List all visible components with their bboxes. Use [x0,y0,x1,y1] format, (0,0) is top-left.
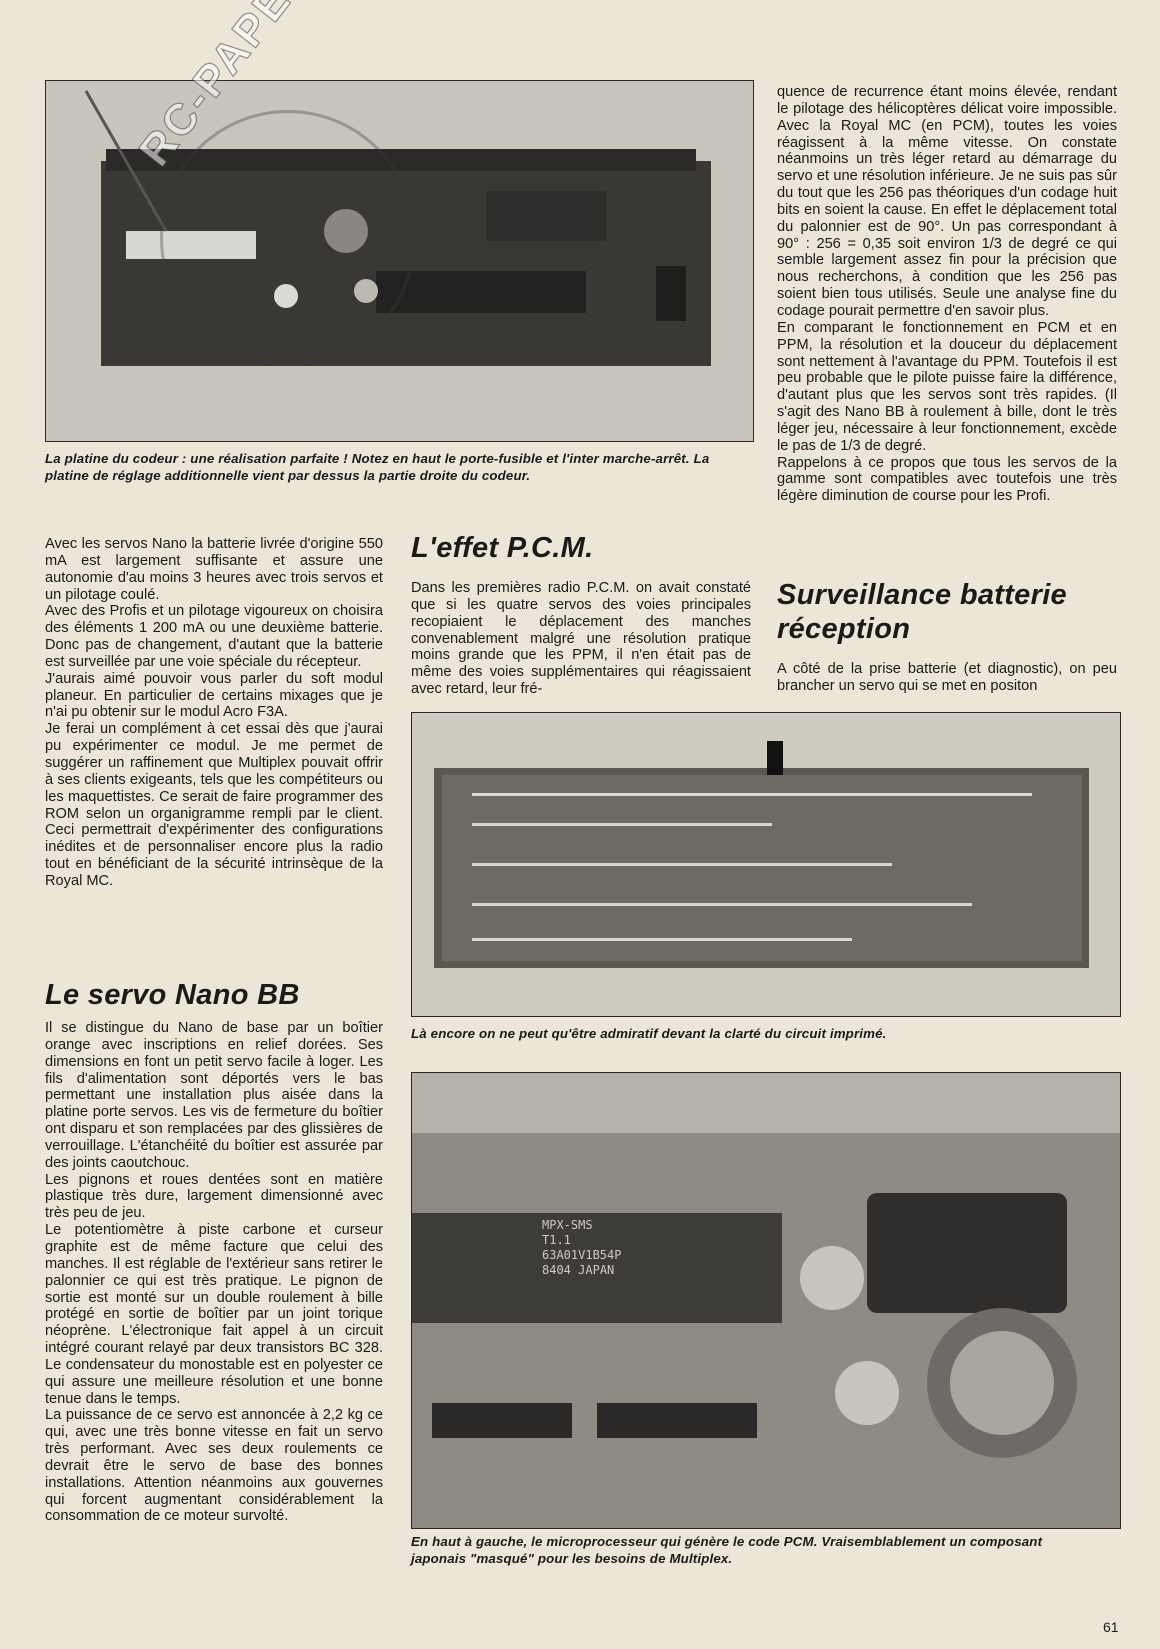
watermark-stamp [160,110,416,366]
chip-label-2: T1.1 [542,1233,571,1247]
heading-surveillance-batterie: Surveillance batterie réception [777,579,1067,645]
chip-label-4: 8404 [542,1263,571,1277]
photo-encoder-caption: La platine du codeur : une réalisation parfaite ! Notez en haut le porte-fusible et l'inter marche-arrêt. La platine de réglage additionnelle vient par dessus la partie droite du codeur. [45,451,710,483]
right-column-text: quence de recurrence étant moins élevée, rendant le pilotage des hélicoptères délicat voire impossible. Avec la Royal MC (en PCM), toutes les voies réagissent à la même vitesse. On constate néanmoins un très léger retard au démarrage du servo et une résolution inférieure. Je ne suis pas sûr du tout que les 256 pas théoriques d'un codage huit bits en soient la cause. En effet le déplacement total du palonnier est de 90°. Un pas correspondant à 90° : 256 = 0,35 soit environ 1/3 de degré ce qui semble largement assez fin pour la précision que nous recherchons, à condition que les 256 pas soient bien tous utilisés. Seule une analyse fine du codage pourait permettre d'en savoir plus. En comparant le fonctionnement en PCM et en PPM, la résolution et la douceur du déplacement sont nettement à l'avantage du PPM. Toutefois il est peu probable que le pilote puisse faire la différence, d'autant plus que les servos sont très rapides. (Il s'agit des Nano BB à roulement à bille, dont le très léger jeu, nécessaire à leur fonctionnement, excède le pas de 1/3 de degré. Rappelons à ce propos que tous les servos de la gamme sont compatibles avec toutefois une très légère diminution de course pour les Profi. [777,84,1117,505]
chip-label-3: 63A01V1B54P [542,1248,622,1262]
chip-label-block [542,1218,621,1278]
heading-effet-pcm: L'effet P.C.M. [411,532,594,564]
chip-label-5: JAPAN [578,1263,615,1277]
page-number: 61 [1103,1619,1119,1635]
right-column-bottom-text: A côté de la prise batterie (et diagnostic), on peu brancher un servo qui se met en positon [777,661,1117,694]
microprocessor-image [412,1073,1120,1528]
left-column-top-text: Avec les servos Nano la batterie livrée d'origine 550 mA est largement suffisante et assure une autonomie d'au moins 3 heures avec trois servos et un pilotage coulé. Avec des Profis et un pilotage vigoureux on choisira des éléments 1 200 mA ou une deuxième batterie. Donc pas de changement, d'autant que la batterie est surveillée par une voie spéciale du récepteur. J'aurais aimé pouvoir vous parler du soft modul planeur. En particulier de certains mixages que je n'ai pu obtenir sur le modul Acro F3A. Je ferai un complément à cet essai dès que j'aurai pu expérimenter ce modul. Je me permet de suggérer un raffinement que Multiplex pouvait offrir à ses clients exigeants, tels que les compétiteurs ou les maquettistes. Ce serait de faire programmer des ROM selon un organigramme rempli par le client. Ceci permettrait d'expérimenter des configurations inédites et de personnaliser encore plus la radio tout en bénéficiant de la sécurité intrinsèque de la Royal MC. [45,536,383,889]
left-column-bottom-text: Il se distingue du Nano de base par un boîtier orange avec inscriptions en relief dorées. Ses dimensions en font un petit servo facile à loger. Les fils d'alimentation sont déportés vers le bas permettant une installation plus aisée dans la platine porte servos. Les vis de fermeture du boîtier ont disparu et son remplacées par des glissières de verrouillage. L'étanchéité du boîtier est assurée par des joints caoutchouc. Les pignons et roues dentées sont en matière plastique très dure, largement dimensionné avec très peu de jeu. Le potentiomètre à piste carbone et curseur graphite est de même facture que celui des manches. Il est réglable de l'extérieur sans retirer le palonnier ce qui est très pratique. Le pignon de sortie est monté sur un double roulement à bille protégé en sortie de boîtier par un joint torique néoprène. L'électronique fait appel à un circuit intégré courant relayé par deux transistors BC 328. Le condensateur du monostable est en polyester ce qui assure une meilleure résolution et une bonne tenue dans le temps. La puissance de ce servo est annoncée à 2,2 kg ce qui, avec une très bonne vitesse en fait un servo très performant. Avec ses deux roulements ce devrait être le servo de base des bonnes installations. Attention néanmoins aux gouvernes qui forcent augmentant considérablement la consommation de ce moteur survolté. [45,1020,383,1525]
chip-label-1: MPX-SMS [542,1218,593,1232]
photo-microprocessor [411,1072,1121,1529]
photo-pcb-underside [411,712,1121,1017]
photo-microprocessor-caption: En haut à gauche, le microprocesseur qui génère le code PCM. Vraisemblablement un composant japonais "masqué" pour les besoins de Multiplex. [411,1534,1043,1566]
middle-column-text: Dans les premières radio P.C.M. on avait constaté que si les quatre servos des voies principales recopiaient le déplacement des manches convenablement malgré une résolution pratique moins grande que les PPM, il n'en était pas de même des voies supplémentaires qui réagissaient avec retard, leur fré- [411,580,751,698]
heading-servo-nano-bb: Le servo Nano BB [45,979,300,1011]
pcb-underside-image [412,713,1120,1016]
photo-pcb-underside-caption: Là encore on ne peut qu'être admiratif devant la clarté du circuit imprimé. [411,1026,887,1041]
